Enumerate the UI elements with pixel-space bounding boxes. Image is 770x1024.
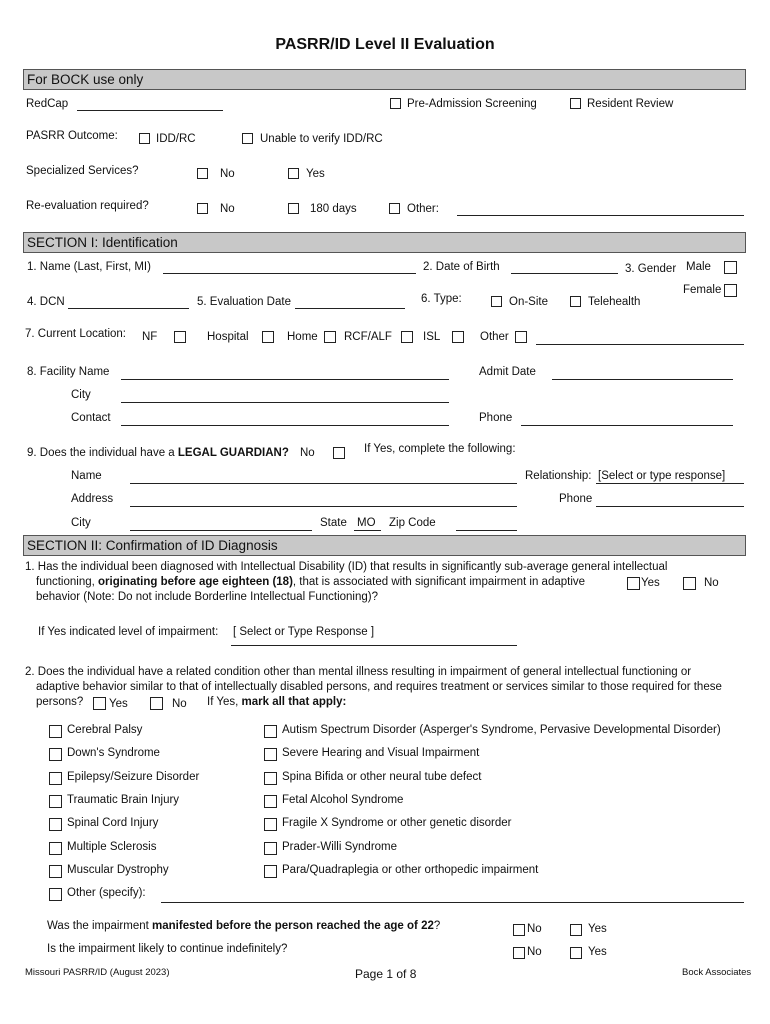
q2-line3: persons? bbox=[36, 696, 84, 708]
page-title: PASRR/ID Level II Evaluation bbox=[275, 36, 495, 53]
guardian-no-label: No bbox=[300, 447, 315, 459]
redcap-field[interactable] bbox=[77, 110, 223, 111]
q1-line3: behavior (Note: Do not include Borderline Intellectual Functioning)? bbox=[36, 591, 379, 603]
pre-admission-checkbox[interactable] bbox=[390, 98, 401, 109]
outcome-label: PASRR Outcome: bbox=[26, 130, 118, 142]
q1-no-checkbox[interactable] bbox=[683, 577, 696, 590]
unable-label: Unable to verify IDD/RC bbox=[260, 133, 383, 145]
specialized-no-checkbox[interactable] bbox=[197, 168, 208, 179]
isl-label: ISL bbox=[423, 331, 441, 343]
condition-left-checkbox-2[interactable] bbox=[49, 772, 62, 785]
condition-right-checkbox-4[interactable] bbox=[264, 818, 277, 831]
manifest-yes-label: Yes bbox=[588, 923, 607, 935]
male-label: Male bbox=[686, 261, 711, 273]
guardian-city-label: City bbox=[71, 517, 91, 529]
indefinite-question: Is the impairment likely to continue indefinitely? bbox=[47, 943, 288, 955]
footer-form-id: Missouri PASRR/ID (August 2023) bbox=[25, 967, 170, 978]
q2-mark-all: If Yes, mark all that apply: bbox=[207, 696, 347, 708]
guardian-question: 9. Does the individual have a LEGAL GUARDIAN? bbox=[27, 447, 289, 459]
condition-right-checkbox-0[interactable] bbox=[264, 725, 277, 738]
state-underline bbox=[354, 530, 381, 531]
dob-label: 2. Date of Birth bbox=[423, 261, 500, 273]
condition-right-checkbox-6[interactable] bbox=[264, 865, 277, 878]
admit-label: Admit Date bbox=[479, 366, 536, 378]
gender-label: 3. Gender bbox=[625, 263, 677, 275]
eval-date-field[interactable] bbox=[295, 308, 405, 309]
home-checkbox[interactable] bbox=[324, 331, 336, 343]
guardian-name-field[interactable] bbox=[130, 483, 517, 484]
manifest-no-checkbox[interactable] bbox=[513, 924, 525, 936]
q2-line1: 2. Does the individual have a related condition other than mental illness resulting in impairment of general intellectual functioning or bbox=[25, 666, 692, 678]
q1-line1: 1. Has the individual been diagnosed with Intellectual Disability (ID) that results in significantly sub-average general intellectual bbox=[25, 561, 668, 573]
type-label: 6. Type: bbox=[421, 293, 462, 305]
state-label: State bbox=[320, 517, 347, 529]
other-location-checkbox[interactable] bbox=[515, 331, 527, 343]
q2-no-checkbox[interactable] bbox=[150, 697, 163, 710]
condition-left-label-7: Other (specify): bbox=[67, 887, 146, 900]
condition-left-checkbox-3[interactable] bbox=[49, 795, 62, 808]
condition-left-checkbox-5[interactable] bbox=[49, 842, 62, 855]
manifest-no-label: No bbox=[527, 923, 542, 935]
rcf-label: RCF/ALF bbox=[344, 331, 392, 343]
indefinite-yes-checkbox[interactable] bbox=[570, 947, 582, 959]
reeval-180-checkbox[interactable] bbox=[288, 203, 299, 214]
q2-yes-label: Yes bbox=[109, 698, 128, 710]
female-label: Female bbox=[683, 284, 722, 296]
footer-company: Bock Associates bbox=[682, 967, 752, 978]
idd-rc-label: IDD/RC bbox=[156, 133, 196, 145]
condition-left-label-6: Muscular Dystrophy bbox=[67, 863, 169, 876]
condition-right-label-4: Fragile X Syndrome or other genetic disorder bbox=[282, 817, 512, 830]
nf-label: NF bbox=[142, 331, 158, 343]
condition-left-checkbox-0[interactable] bbox=[49, 725, 62, 738]
facility-city-field[interactable] bbox=[121, 402, 449, 403]
condition-left-label-1: Down's Syndrome bbox=[67, 747, 160, 760]
condition-right-label-3: Fetal Alcohol Syndrome bbox=[282, 793, 404, 806]
state-field[interactable]: MO bbox=[357, 517, 376, 529]
condition-left-checkbox-4[interactable] bbox=[49, 818, 62, 831]
other-location-label: Other bbox=[480, 331, 509, 343]
reeval-other-label: Other: bbox=[407, 203, 439, 215]
zip-field[interactable] bbox=[456, 530, 517, 531]
indefinite-no-checkbox[interactable] bbox=[513, 947, 525, 959]
facility-phone-label: Phone bbox=[479, 412, 513, 424]
indefinite-yes-label: Yes bbox=[588, 946, 607, 958]
other-location-field[interactable] bbox=[536, 344, 744, 345]
hospital-label: Hospital bbox=[207, 331, 249, 343]
level-select[interactable]: [ Select or Type Response ] bbox=[233, 626, 375, 638]
condition-left-checkbox-6[interactable] bbox=[49, 865, 62, 878]
footer-page-number: Page 1 of 8 bbox=[355, 967, 417, 981]
nf-checkbox[interactable] bbox=[174, 331, 186, 343]
condition-left-label-3: Traumatic Brain Injury bbox=[67, 793, 180, 806]
facility-field[interactable] bbox=[121, 379, 449, 380]
condition-left-checkbox-7[interactable] bbox=[49, 888, 62, 901]
condition-right-checkbox-5[interactable] bbox=[264, 842, 277, 855]
contact-field[interactable] bbox=[121, 425, 449, 426]
condition-right-label-2: Spina Bifida or other neural tube defect bbox=[282, 770, 482, 783]
eval-date-label: 5. Evaluation Date bbox=[197, 296, 291, 308]
condition-right-checkbox-3[interactable] bbox=[264, 795, 277, 808]
condition-right-label-1: Severe Hearing and Visual Impairment bbox=[282, 747, 480, 760]
section1-header: SECTION I: Identification bbox=[23, 232, 746, 253]
q1-yes-label: Yes bbox=[641, 577, 660, 589]
level-label: If Yes indicated level of impairment: bbox=[38, 626, 219, 638]
other-specify-field[interactable] bbox=[161, 902, 744, 903]
isl-checkbox[interactable] bbox=[452, 331, 464, 343]
reeval-no-checkbox[interactable] bbox=[197, 203, 208, 214]
location-label: 7. Current Location: bbox=[25, 328, 127, 340]
relationship-label: Relationship: bbox=[525, 470, 592, 482]
unable-checkbox[interactable] bbox=[242, 133, 253, 144]
condition-right-label-6: Para/Quadraplegia or other orthopedic impairment bbox=[282, 863, 539, 876]
reeval-other-checkbox[interactable] bbox=[389, 203, 400, 214]
manifest-question: Was the impairment manifested before the person reached the age of 22? bbox=[47, 920, 441, 932]
q1-no-label: No bbox=[704, 577, 719, 589]
redcap-label: RedCap bbox=[26, 98, 69, 110]
specialized-label: Specialized Services? bbox=[26, 165, 139, 177]
male-checkbox[interactable] bbox=[724, 261, 737, 274]
level-underline bbox=[231, 645, 517, 646]
condition-right-label-0: Autism Spectrum Disorder (Asperger's Syndrome, Pervasive Developmental Disorder) bbox=[282, 724, 721, 736]
guardian-if-yes: If Yes, complete the following: bbox=[364, 443, 516, 455]
guardian-phone-field[interactable] bbox=[596, 506, 744, 507]
reeval-label: Re-evaluation required? bbox=[26, 200, 149, 212]
q1-line2: functioning, originating before age eighteen (18), that is associated with significant impairment in adaptive bbox=[36, 576, 586, 588]
reeval-180-label: 180 days bbox=[310, 203, 357, 215]
guardian-name-label: Name bbox=[71, 470, 102, 482]
relationship-underline bbox=[596, 483, 744, 484]
bock-header: For BOCK use only bbox=[23, 69, 746, 90]
home-label: Home bbox=[287, 331, 318, 343]
onsite-label: On-Site bbox=[509, 296, 548, 308]
specialized-yes-label: Yes bbox=[306, 168, 325, 180]
contact-label: Contact bbox=[71, 412, 111, 424]
q2-yes-checkbox[interactable] bbox=[93, 697, 106, 710]
specialized-no-label: No bbox=[220, 168, 235, 180]
dob-field[interactable] bbox=[511, 273, 618, 274]
indefinite-no-label: No bbox=[527, 946, 542, 958]
reeval-other-field[interactable] bbox=[457, 215, 744, 216]
name-label: 1. Name (Last, First, MI) bbox=[27, 261, 151, 273]
hospital-checkbox[interactable] bbox=[262, 331, 274, 343]
dcn-field[interactable] bbox=[68, 308, 189, 309]
specialized-yes-checkbox[interactable] bbox=[288, 168, 299, 179]
dcn-label: 4. DCN bbox=[27, 296, 65, 308]
reeval-no-label: No bbox=[220, 203, 235, 215]
telehealth-checkbox[interactable] bbox=[570, 296, 581, 307]
resident-review-checkbox[interactable] bbox=[570, 98, 581, 109]
facility-phone-field[interactable] bbox=[521, 425, 733, 426]
female-checkbox[interactable] bbox=[724, 284, 737, 297]
condition-right-checkbox-1[interactable] bbox=[264, 748, 277, 761]
resident-review-label: Resident Review bbox=[587, 98, 674, 110]
zip-label: Zip Code bbox=[389, 517, 436, 529]
condition-left-label-5: Multiple Sclerosis bbox=[67, 840, 157, 853]
guardian-phone-label: Phone bbox=[559, 493, 593, 505]
manifest-yes-checkbox[interactable] bbox=[570, 924, 582, 936]
idd-rc-checkbox[interactable] bbox=[139, 133, 150, 144]
condition-left-label-4: Spinal Cord Injury bbox=[67, 817, 159, 830]
condition-left-label-2: Epilepsy/Seizure Disorder bbox=[67, 770, 200, 783]
guardian-city-field[interactable] bbox=[130, 530, 312, 531]
facility-label: 8. Facility Name bbox=[27, 366, 110, 378]
guardian-no-checkbox[interactable] bbox=[333, 447, 345, 459]
q2-line2: adaptive behavior similar to that of intellectually disabled persons, and requires treatment or services similar to those required for these bbox=[36, 681, 722, 693]
facility-city-label: City bbox=[71, 389, 91, 401]
guardian-address-label: Address bbox=[71, 493, 114, 505]
section2-header: SECTION II: Confirmation of ID Diagnosis bbox=[23, 535, 746, 556]
name-field[interactable] bbox=[163, 273, 416, 274]
pre-admission-label: Pre-Admission Screening bbox=[407, 98, 537, 110]
q1-yes-checkbox[interactable] bbox=[627, 577, 640, 590]
condition-left-label-0: Cerebral Palsy bbox=[67, 724, 143, 736]
onsite-checkbox[interactable] bbox=[491, 296, 502, 307]
rcf-checkbox[interactable] bbox=[401, 331, 413, 343]
relationship-select[interactable]: [Select or type response] bbox=[598, 470, 726, 482]
admit-field[interactable] bbox=[552, 379, 733, 380]
condition-right-checkbox-2[interactable] bbox=[264, 772, 277, 785]
condition-right-label-5: Prader-Willi Syndrome bbox=[282, 840, 398, 853]
q2-no-label: No bbox=[172, 698, 187, 710]
telehealth-label: Telehealth bbox=[588, 296, 641, 308]
condition-left-checkbox-1[interactable] bbox=[49, 748, 62, 761]
guardian-address-field[interactable] bbox=[130, 506, 517, 507]
